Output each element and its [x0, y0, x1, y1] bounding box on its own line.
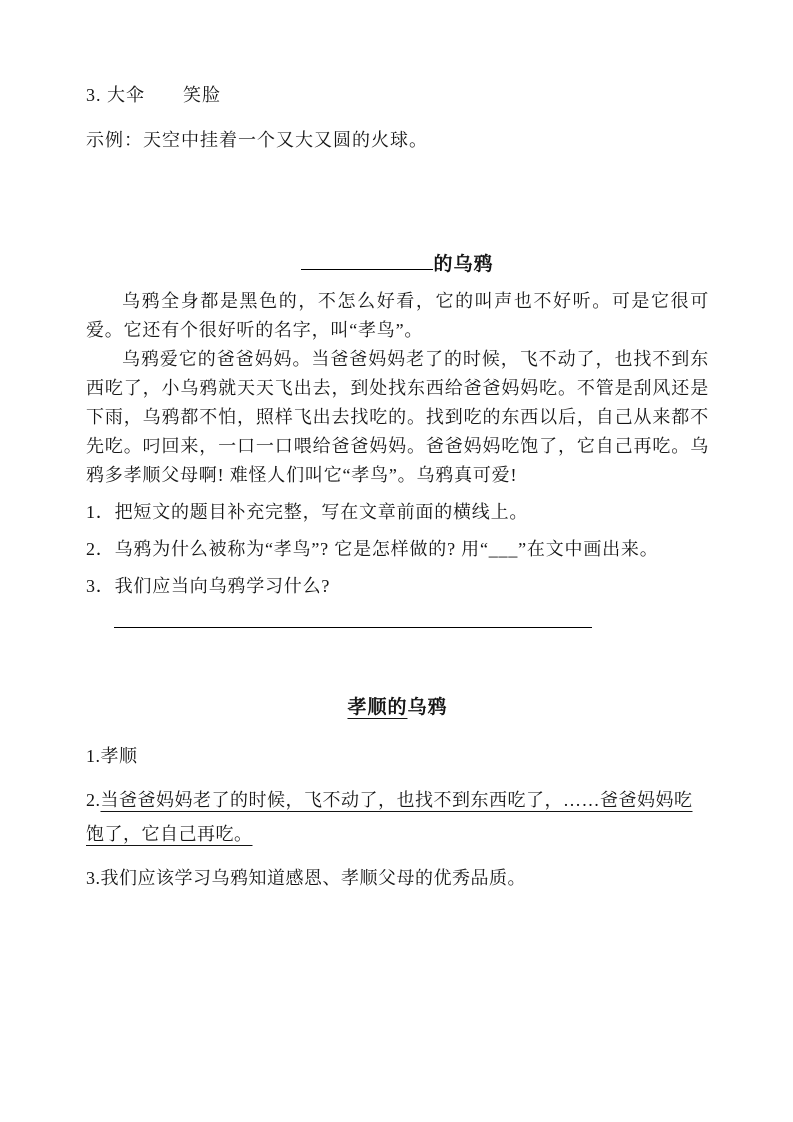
question-2: 2．乌鸦为什么被称为“孝鸟”? 它是怎样做的? 用“___”在文中画出来。 — [86, 539, 659, 559]
answer-blank-line — [114, 627, 592, 628]
answer-2-text: 当爸爸妈妈老了的时候，飞不动了，也找不到东西吃了，……爸爸妈妈吃饱了，它自己再吃。 — [86, 790, 693, 844]
reading-title-suffix: 的乌鸦 — [433, 254, 494, 275]
answer-3: 3.我们应该学习乌鸦知道感恩、孝顺父母的优秀品质。 — [86, 868, 526, 888]
answers-title — [86, 692, 709, 719]
example-sentence: 示例：天空中挂着一个又大又圆的火球。 — [86, 130, 428, 150]
answer-1: 1.孝顺 — [86, 746, 138, 766]
passage-paragraph-1: 乌鸦全身都是黑色的，不怎么好看，它的叫声也不好听。可是它很可爱。它还有个很好听的名字，叫“孝鸟”。 — [86, 291, 709, 340]
answer-2-number: 2. — [86, 790, 101, 810]
question-1: 1．把短文的题目补充完整，写在文章前面的横线上。 — [86, 502, 529, 522]
exercise-words-line: 3. 大伞 笑脸 — [86, 85, 221, 105]
question-3: 3．我们应当向乌鸦学习什么? — [86, 576, 331, 596]
reading-title — [86, 249, 709, 276]
title-blank-line — [301, 250, 433, 270]
passage-paragraph-2: 乌鸦爱它的爸爸妈妈。当爸爸妈妈老了的时候，飞不动了，也找不到东西吃了，小乌鸦就天天飞出去，到处找东西给爸爸妈妈吃。不管是刮风还是下雨，乌鸦都不怕，照样飞出去找吃的。找到吃的东西以后，自己从来都不先吃。叼回来，一口一口喂给爸爸妈妈。爸爸妈妈吃饱了，它自己再吃。乌鸦多孝顺父母啊! 难怪人们叫它“孝鸟”。乌鸦真可爱! — [86, 349, 709, 485]
answer-2 — [86, 783, 709, 851]
answers-title-filled: 孝顺的 — [347, 697, 408, 718]
answers-title-rest: 乌鸦 — [407, 697, 448, 718]
